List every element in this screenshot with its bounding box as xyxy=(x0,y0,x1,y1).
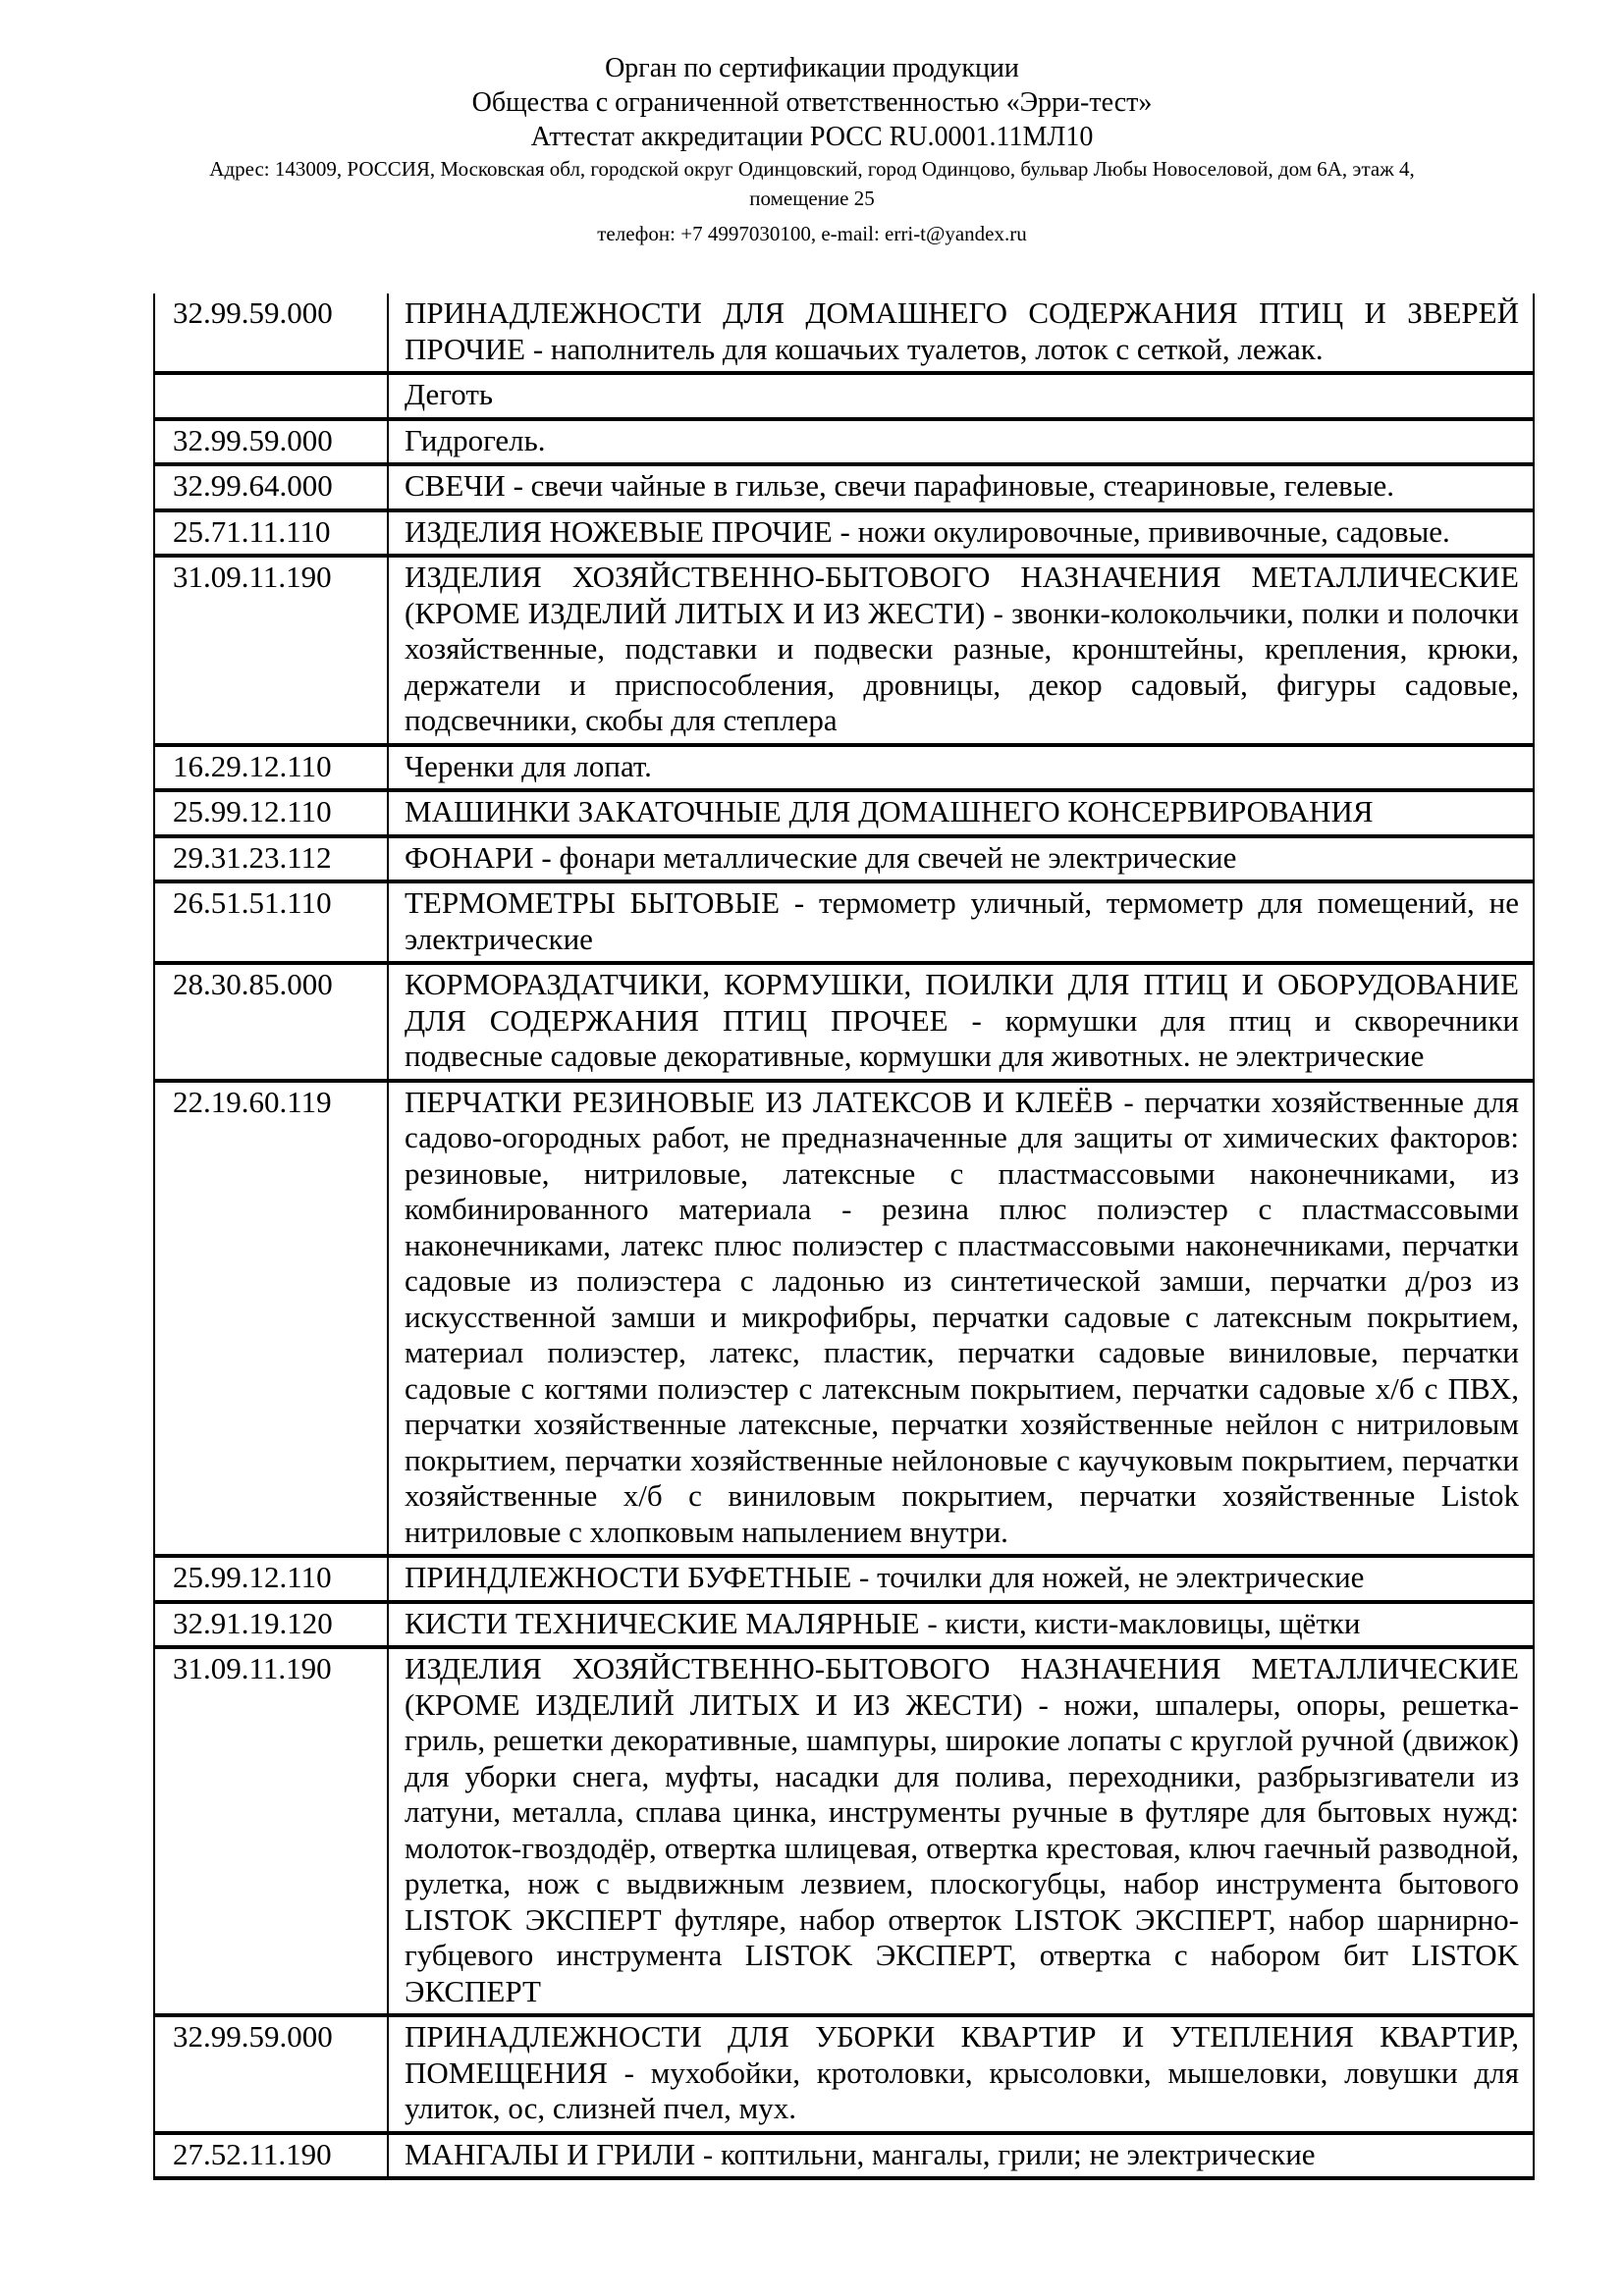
table-row xyxy=(154,1081,1534,1557)
table-row xyxy=(154,556,1534,745)
products-table xyxy=(153,294,1535,2180)
product-code-cell: 29.31.23.112 xyxy=(154,836,388,882)
product-description-cell: СВЕЧИ - свечи чайные в гильзе, свечи парафиновые, стеариновые, гелевые. xyxy=(388,464,1534,510)
product-description-cell: МАНГАЛЫ И ГРИЛИ - коптильни, мангалы, грили; не электрические xyxy=(388,2133,1534,2179)
product-description-cell: МАШИНКИ ЗАКАТОЧНЫЕ ДЛЯ ДОМАШНЕГО КОНСЕРВИРОВАНИЯ xyxy=(388,790,1534,836)
product-description-cell: ПЕРЧАТКИ РЕЗИНОВЫЕ ИЗ ЛАТЕКСОВ И КЛЕЁВ - перчатки хозяйственные для садово-огородных работ, не предназначенные для защиты от химических факторов: резиновые, нитриловые, латексные с пластмассовыми наконечниками, из комбинированного материала - резина плюс полиэстер с пластмассовыми наконечниками, латекс плюс полиэстер с пластмассовыми наконечниками, перчатки садовые из полиэстера с ладонью из синтетической замши, перчатки д/роз из искусственной замши и микрофибры, перчатки садовые с латексным покрытием, материал полиэстер, латекс, пластик, перчатки садовые виниловые, перчатки садовые с когтями полиэстер с латексным покрытием, перчатки садовые х/б с ПВХ, перчатки хозяйственные латексные, перчатки хозяйственные нейлон с нитриловым покрытием, перчатки хозяйственные нейлоновые с каучуковым покрытием, перчатки хозяйственные х/б с виниловым покрытием, перчатки хозяйственные Listok нитриловые с хлопковым напылением внутри. xyxy=(388,1081,1534,1557)
product-description-cell: Черенки для лопат. xyxy=(388,745,1534,791)
header-address-line-2: помещение 25 xyxy=(749,187,875,210)
header-org-type: Орган по сертификации продукции xyxy=(605,53,1019,83)
product-code-cell: 26.51.51.110 xyxy=(154,881,388,963)
table-row xyxy=(154,881,1534,963)
table-row xyxy=(154,745,1534,791)
table-row xyxy=(154,419,1534,465)
header-org-name: Общества с ограниченной ответственностью «Эрри-тест» xyxy=(471,87,1153,118)
product-code-cell: 16.29.12.110 xyxy=(154,745,388,791)
product-code-cell: 31.09.11.190 xyxy=(154,1647,388,2015)
product-description-cell: ИЗДЕЛИЯ ХОЗЯЙСТВЕННО-БЫТОВОГО НАЗНАЧЕНИЯ МЕТАЛЛИЧЕСКИЕ (КРОМЕ ИЗДЕЛИЙ ЛИТЫХ И ИЗ ЖЕСТИ) - ножи, шпалеры, опоры, решетка-гриль, решетки декоративные, шампуры, широкие лопаты с круглой ручной (движок) для уборки снега, муфты, насадки для полива, переходники, разбрызгиватели из латуни, металла, сплава цинка, инструменты ручные в футляре для бытовых нужд: молоток-гвоздодёр, отвертка шлицевая, отвертка крестовая, ключ гаечный разводной, рулетка, нож с выдвижным лезвием, плоскогубцы, набор инструмента бытового LISTOK ЭКСПЕРТ футляре, набор отверток LISTOK ЭКСПЕРТ, набор шарнирно-губцевого инструмента LISTOK ЭКСПЕРТ, отвертка с набором бит LISTOK ЭКСПЕРТ xyxy=(388,1647,1534,2015)
table-row xyxy=(154,1647,1534,2015)
product-description-cell: ИЗДЕЛИЯ НОЖЕВЫЕ ПРОЧИЕ - ножи окулировочные, прививочные, садовые. xyxy=(388,510,1534,557)
header-accreditation-number: Аттестат аккредитации РОСС RU.0001.11МЛ10 xyxy=(530,122,1094,152)
product-code-cell: 32.99.59.000 xyxy=(154,294,388,373)
table-row xyxy=(154,464,1534,510)
table-row xyxy=(154,2133,1534,2179)
table-row xyxy=(154,963,1534,1081)
table-row xyxy=(154,1602,1534,1648)
header-phone-email: телефон: +7 4997030100, e-mail: erri-t@yandex.ru xyxy=(597,222,1027,245)
product-code-cell: 32.99.59.000 xyxy=(154,2015,388,2133)
table-row xyxy=(154,373,1534,419)
product-description-cell: ТЕРМОМЕТРЫ БЫТОВЫЕ - термометр уличный, термометр для помещений, не электрические xyxy=(388,881,1534,963)
product-description-cell: ФОНАРИ - фонари металлические для свечей не электрические xyxy=(388,836,1534,882)
table-row xyxy=(154,836,1534,882)
product-description-cell: Гидрогель. xyxy=(388,419,1534,465)
product-code-cell: 25.99.12.110 xyxy=(154,790,388,836)
product-code-cell xyxy=(154,373,388,419)
table-row xyxy=(154,294,1534,373)
table-row xyxy=(154,2015,1534,2133)
product-code-cell: 25.99.12.110 xyxy=(154,1556,388,1602)
products-table-body xyxy=(154,294,1534,2178)
header-address-line-1: Адрес: 143009, РОССИЯ, Московская обл, городской округ Одинцовский, город Одинцово, бульвар Любы Новоселовой, дом 6А, этаж 4, xyxy=(209,157,1415,181)
product-description-cell: КОРМОРАЗДАТЧИКИ, КОРМУШКИ, ПОИЛКИ ДЛЯ ПТИЦ И ОБОРУДОВАНИЕ ДЛЯ СОДЕРЖАНИЯ ПТИЦ ПРОЧЕЕ - кормушки для птиц и скворечники подвесные садовые декоративные, кормушки для животных. не электрические xyxy=(388,963,1534,1081)
product-description-cell: ПРИНАДЛЕЖНОСТИ ДЛЯ УБОРКИ КВАРТИР И УТЕПЛЕНИЯ КВАРТИР, ПОМЕЩЕНИЯ - мухобойки, кротоловки, крысоловки, мышеловки, ловушки для улиток, ос, слизней пчел, мух. xyxy=(388,2015,1534,2133)
table-row xyxy=(154,1556,1534,1602)
product-code-cell: 32.99.59.000 xyxy=(154,419,388,465)
table-row xyxy=(154,790,1534,836)
product-code-cell: 27.52.11.190 xyxy=(154,2133,388,2179)
product-code-cell: 31.09.11.190 xyxy=(154,556,388,745)
product-description-cell: ИЗДЕЛИЯ ХОЗЯЙСТВЕННО-БЫТОВОГО НАЗНАЧЕНИЯ МЕТАЛЛИЧЕСКИЕ (КРОМЕ ИЗДЕЛИЙ ЛИТЫХ И ИЗ ЖЕСТИ) - звонки-колокольчики, полки и полочки хозяйственные, подставки и подвески разные, кронштейны, крепления, крюки, держатели и приспособления, дровницы, декор садовый, фигуры садовые, подсвечники, скобы для степлера xyxy=(388,556,1534,745)
product-code-cell: 22.19.60.119 xyxy=(154,1081,388,1557)
product-code-cell: 25.71.11.110 xyxy=(154,510,388,557)
product-description-cell: КИСТИ ТЕХНИЧЕСКИЕ МАЛЯРНЫЕ - кисти, кисти-макловицы, щётки xyxy=(388,1602,1534,1648)
product-description-cell: ПРИНДЛЕЖНОСТИ БУФЕТНЫЕ - точилки для ножей, не электрические xyxy=(388,1556,1534,1602)
product-code-cell: 28.30.85.000 xyxy=(154,963,388,1081)
document-header xyxy=(0,0,1624,248)
product-description-cell: ПРИНАДЛЕЖНОСТИ ДЛЯ ДОМАШНЕГО СОДЕРЖАНИЯ ПТИЦ И ЗВЕРЕЙ ПРОЧИЕ - наполнитель для кошачьих туалетов, лоток с сеткой, лежак. xyxy=(388,294,1534,373)
product-code-cell: 32.91.19.120 xyxy=(154,1602,388,1648)
table-row xyxy=(154,510,1534,557)
product-code-cell: 32.99.64.000 xyxy=(154,464,388,510)
product-description-cell: Деготь xyxy=(388,373,1534,419)
